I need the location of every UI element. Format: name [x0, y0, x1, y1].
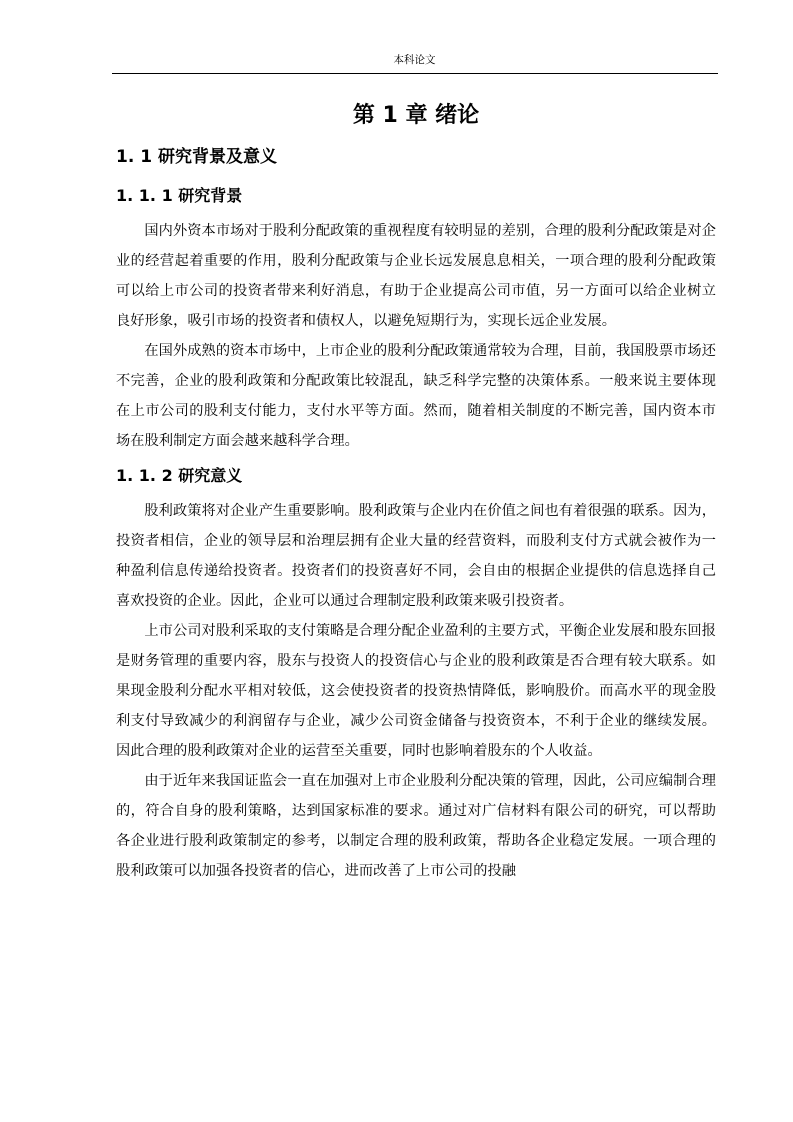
paragraph: 国内外资本市场对于股利分配政策的重视程度有较明显的差别，合理的股利分配政策是对企业的经营起着重要的作用，股利分配政策与企业长远发展息息相关，一项合理的股利分配政策可以给上市公司的投资者带来利好消息，有助于企业提高公司市值，另一方面可以给企业树立良好形象，吸引市场的投资者和债权人，以避免短期行为，实现长远企业发展。 [116, 223, 716, 329]
paragraph: 股利政策将对企业产生重要影响。股利政策与企业内在价值之间也有着很强的联系。因为，投资者相信，企业的领导层和治理层拥有企业大量的经营资料，而股利支付方式就会被作为一种盈利信息传递给投资者。投资者们的投资喜好不同，会自由的根据企业提供的信息选择自己喜欢投资的企业。因此，企业可以通过合理制定股利政策来吸引投资者。 [116, 503, 716, 609]
page-body [116, 98, 716, 886]
running-header: 本科论文 [393, 54, 436, 66]
subsection-title-background: 1. 1. 1 研究背景 [116, 186, 243, 205]
paragraph: 上市公司对股利采取的支付策略是合理分配企业盈利的主要方式，平衡企业发展和股东回报是财务管理的重要内容，股东与投资人的投资信心与企业的股利政策是否合理有较大联系。如果现金股利分配水平相对较低，这会使投资者的投资热情降低，影响股价。而高水平的现金股利支付导致减少的利润留存与企业，减少公司资金储备与投资资本，不利于企业的继续发展。因此合理的股利政策对企业的运营至关重要，同时也影响着股东的个人收益。 [116, 623, 716, 759]
paragraph: 在国外成熟的资本市场中，上市企业的股利分配政策通常较为合理，目前，我国股票市场还不完善，企业的股利政策和分配政策比较混乱，缺乏科学完整的决策体系。一般来说主要体现在上市公司的股利支付能力，支付水平等方面。然而，随着相关制度的不断完善，国内资本市场在股利制定方面会越来越科学合理。 [116, 343, 716, 449]
section-title: 1. 1 研究背景及意义 [116, 147, 277, 167]
paragraph: 由于近年来我国证监会一直在加强对上市企业股利分配决策的管理，因此，公司应编制合理的，符合自身的股利策略，达到国家标准的要求。通过对广信材料有限公司的研究，可以帮助各企业进行股利政策制定的参考，以制定合理的股利政策，帮助各企业稳定发展。一项合理的股利政策可以加强各投资者的信心，进而改善了上市公司的投融 [116, 773, 716, 879]
subsection-title-significance: 1. 1. 2 研究意义 [116, 466, 243, 485]
header-rule [112, 73, 718, 74]
chapter-title: 第 1 章 绪论 [352, 103, 480, 128]
